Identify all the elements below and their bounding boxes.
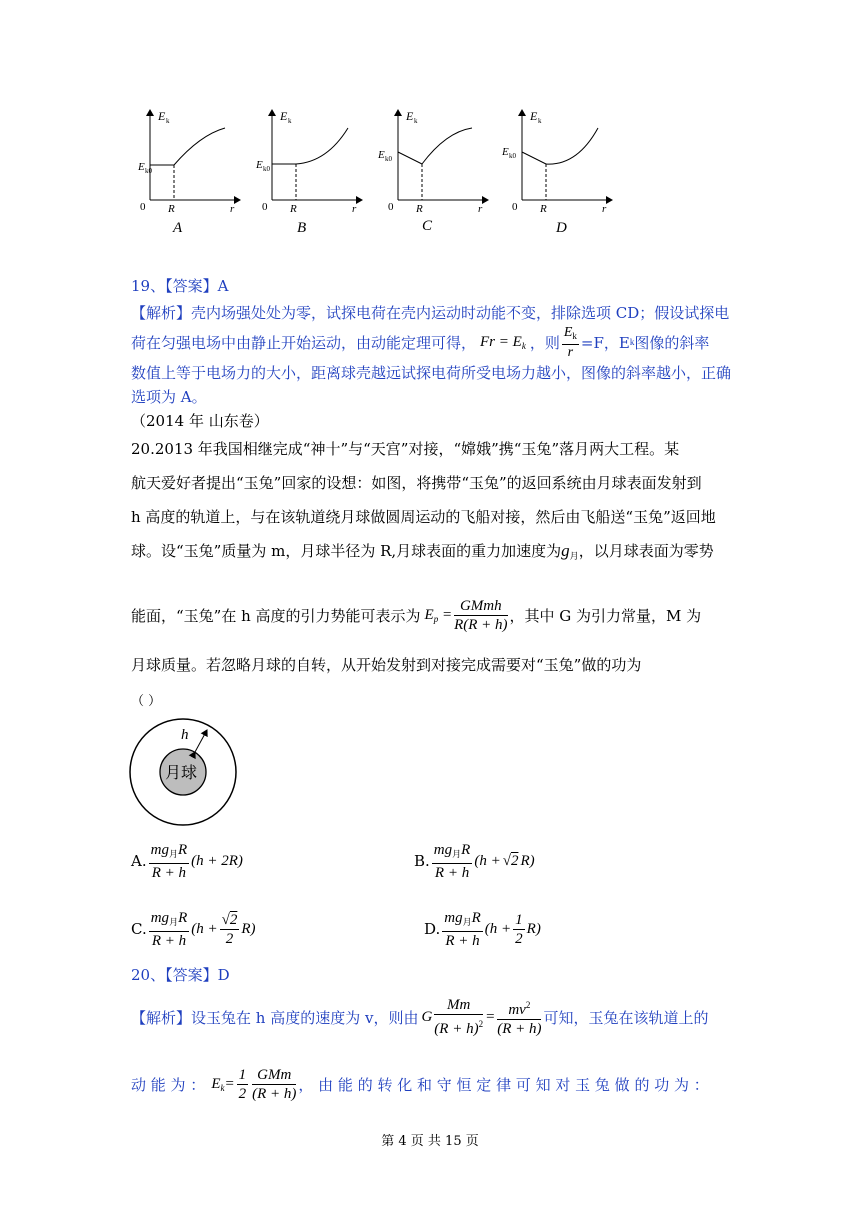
moon-label: 月球 (165, 763, 198, 782)
caption-c: C (422, 218, 433, 234)
ek-graphs (120, 100, 640, 240)
svg-text:k0: k0 (385, 155, 392, 163)
q20-line4: 球。设“玉兔”质量为 m，月球半径为 R,月球表面的重力加速度为$g_月$，以月球表面为零势 (131, 541, 714, 562)
option-b[interactable]: B. $\frac{mg_月R}{R + h}$ (h + √2 R) (414, 841, 535, 881)
svg-text:E: E (256, 159, 263, 171)
svg-text:r: r (352, 203, 357, 215)
svg-text:R: R (290, 203, 297, 215)
svg-text:R: R (540, 203, 547, 215)
svg-text:E: E (406, 109, 414, 123)
q19-analysis-line4: 选项为 A。 (131, 388, 207, 406)
q20-line3: h 高度的轨道上，与在该轨道绕月球做圆周运动的飞船对接，然后由飞船送“玉兔”返回地 (131, 508, 716, 526)
q20-analysis-line1: 【解析】设玉兔在 h 高度的速度为 v，则由 G $\frac{Mm}{(R + h)^2}$ = $\frac{mv^2}{(R + h)}$ 可知，玉兔在该轨道上的 (131, 997, 709, 1037)
q20-line6: 月球质量。若忽略月球的自转，从开始发射到对接完成需要对“玉兔”做的功为 (131, 656, 642, 674)
svg-text:R: R (168, 203, 175, 215)
svg-text:0: 0 (262, 201, 268, 213)
caption-d: D (556, 220, 567, 236)
q20-analysis-line2: 动 能 为 ： $E_k=$ $\frac{1}{2}$ $\frac{\text{GMm}}{(R + h)}$ ， 由 能 的 转 化 和 守 恒 定 律 可 知 对 玉 兔 做 的 功 为 ： (131, 1066, 709, 1102)
svg-text:r: r (602, 203, 607, 215)
svg-text:0: 0 (512, 201, 518, 213)
svg-text:k: k (538, 117, 542, 125)
graph-b (255, 109, 362, 236)
q20-answer: 20、【答案】D (131, 966, 230, 984)
answer-paren: （ ） (131, 694, 162, 709)
svg-text:k0: k0 (145, 167, 152, 175)
q19-analysis-line2: 荷在匀强电场中由静止开始运动，由动能定理可得， $Fr = E_k$ ，则 $\frac{E_k}{r}$ =F，E k 图像的斜率 (131, 324, 710, 360)
graph-d (501, 109, 612, 236)
svg-text:E: E (378, 149, 385, 161)
svg-text:k0: k0 (263, 165, 270, 173)
q19-analysis-line3: 数值上等于电场力的大小，距离球壳越远试探电荷所受电场力越小，图像的斜率越小，正确 (131, 364, 732, 382)
option-d[interactable]: D. $\frac{mg_月R}{R + h}$ (h + $\frac{1}{2}$ R) (424, 909, 541, 949)
svg-text:0: 0 (388, 201, 394, 213)
option-c[interactable]: C. $\frac{mg_月R}{R + h}$ (h + $\frac{√2}{2}$ R) (131, 909, 256, 949)
moon-orbit-diagram (125, 712, 245, 832)
svg-text:k: k (166, 117, 170, 125)
svg-text:0: 0 (140, 201, 146, 213)
axis-label-ek: E (158, 109, 166, 123)
h-label: h (181, 727, 189, 743)
caption-b: B (297, 220, 307, 236)
svg-text:k: k (414, 117, 418, 125)
svg-text:k: k (288, 117, 292, 125)
svg-text:r: r (478, 203, 483, 215)
svg-text:k0: k0 (509, 152, 516, 160)
graph-c (377, 109, 488, 234)
svg-text:E: E (280, 109, 288, 123)
svg-text:E: E (530, 109, 538, 123)
svg-text:E: E (138, 161, 145, 173)
q20-line5: 能面，“玉兔”在 h 高度的引力势能可表示为 $E_p$ = $\frac{\text{GMmh}}{R(R + h)}$ ，其中 G 为引力常量，M 为 (131, 597, 702, 633)
svg-text:E: E (502, 146, 509, 158)
svg-text:R: R (416, 203, 423, 215)
graph-a (137, 109, 240, 236)
q19-answer: 19、【答案】A (131, 277, 229, 295)
q19-analysis-line1: 【解析】壳内场强处处为零，试探电荷在壳内运动时动能不变，排除选项 CD；假设试探电 (131, 304, 730, 322)
q20-line2: 航天爱好者提出“玉兔”回家的设想：如图，将携带“玉兔”的返回系统由月球表面发射到 (131, 474, 702, 492)
source-label: （2014 年 山东卷） (131, 412, 269, 430)
svg-text:r: r (230, 203, 235, 215)
q20-line1: 20.2013 年我国相继完成“神十”与“天宫”对接，“嫦娥”携“玉兔”落月两大工程。某 (131, 440, 680, 458)
caption-a: A (173, 220, 183, 236)
page-footer: 第 4 页 共 15 页 (381, 1134, 479, 1149)
option-a[interactable]: A. $\frac{mg_月R}{R + h}$ (h + 2R) (131, 841, 243, 881)
